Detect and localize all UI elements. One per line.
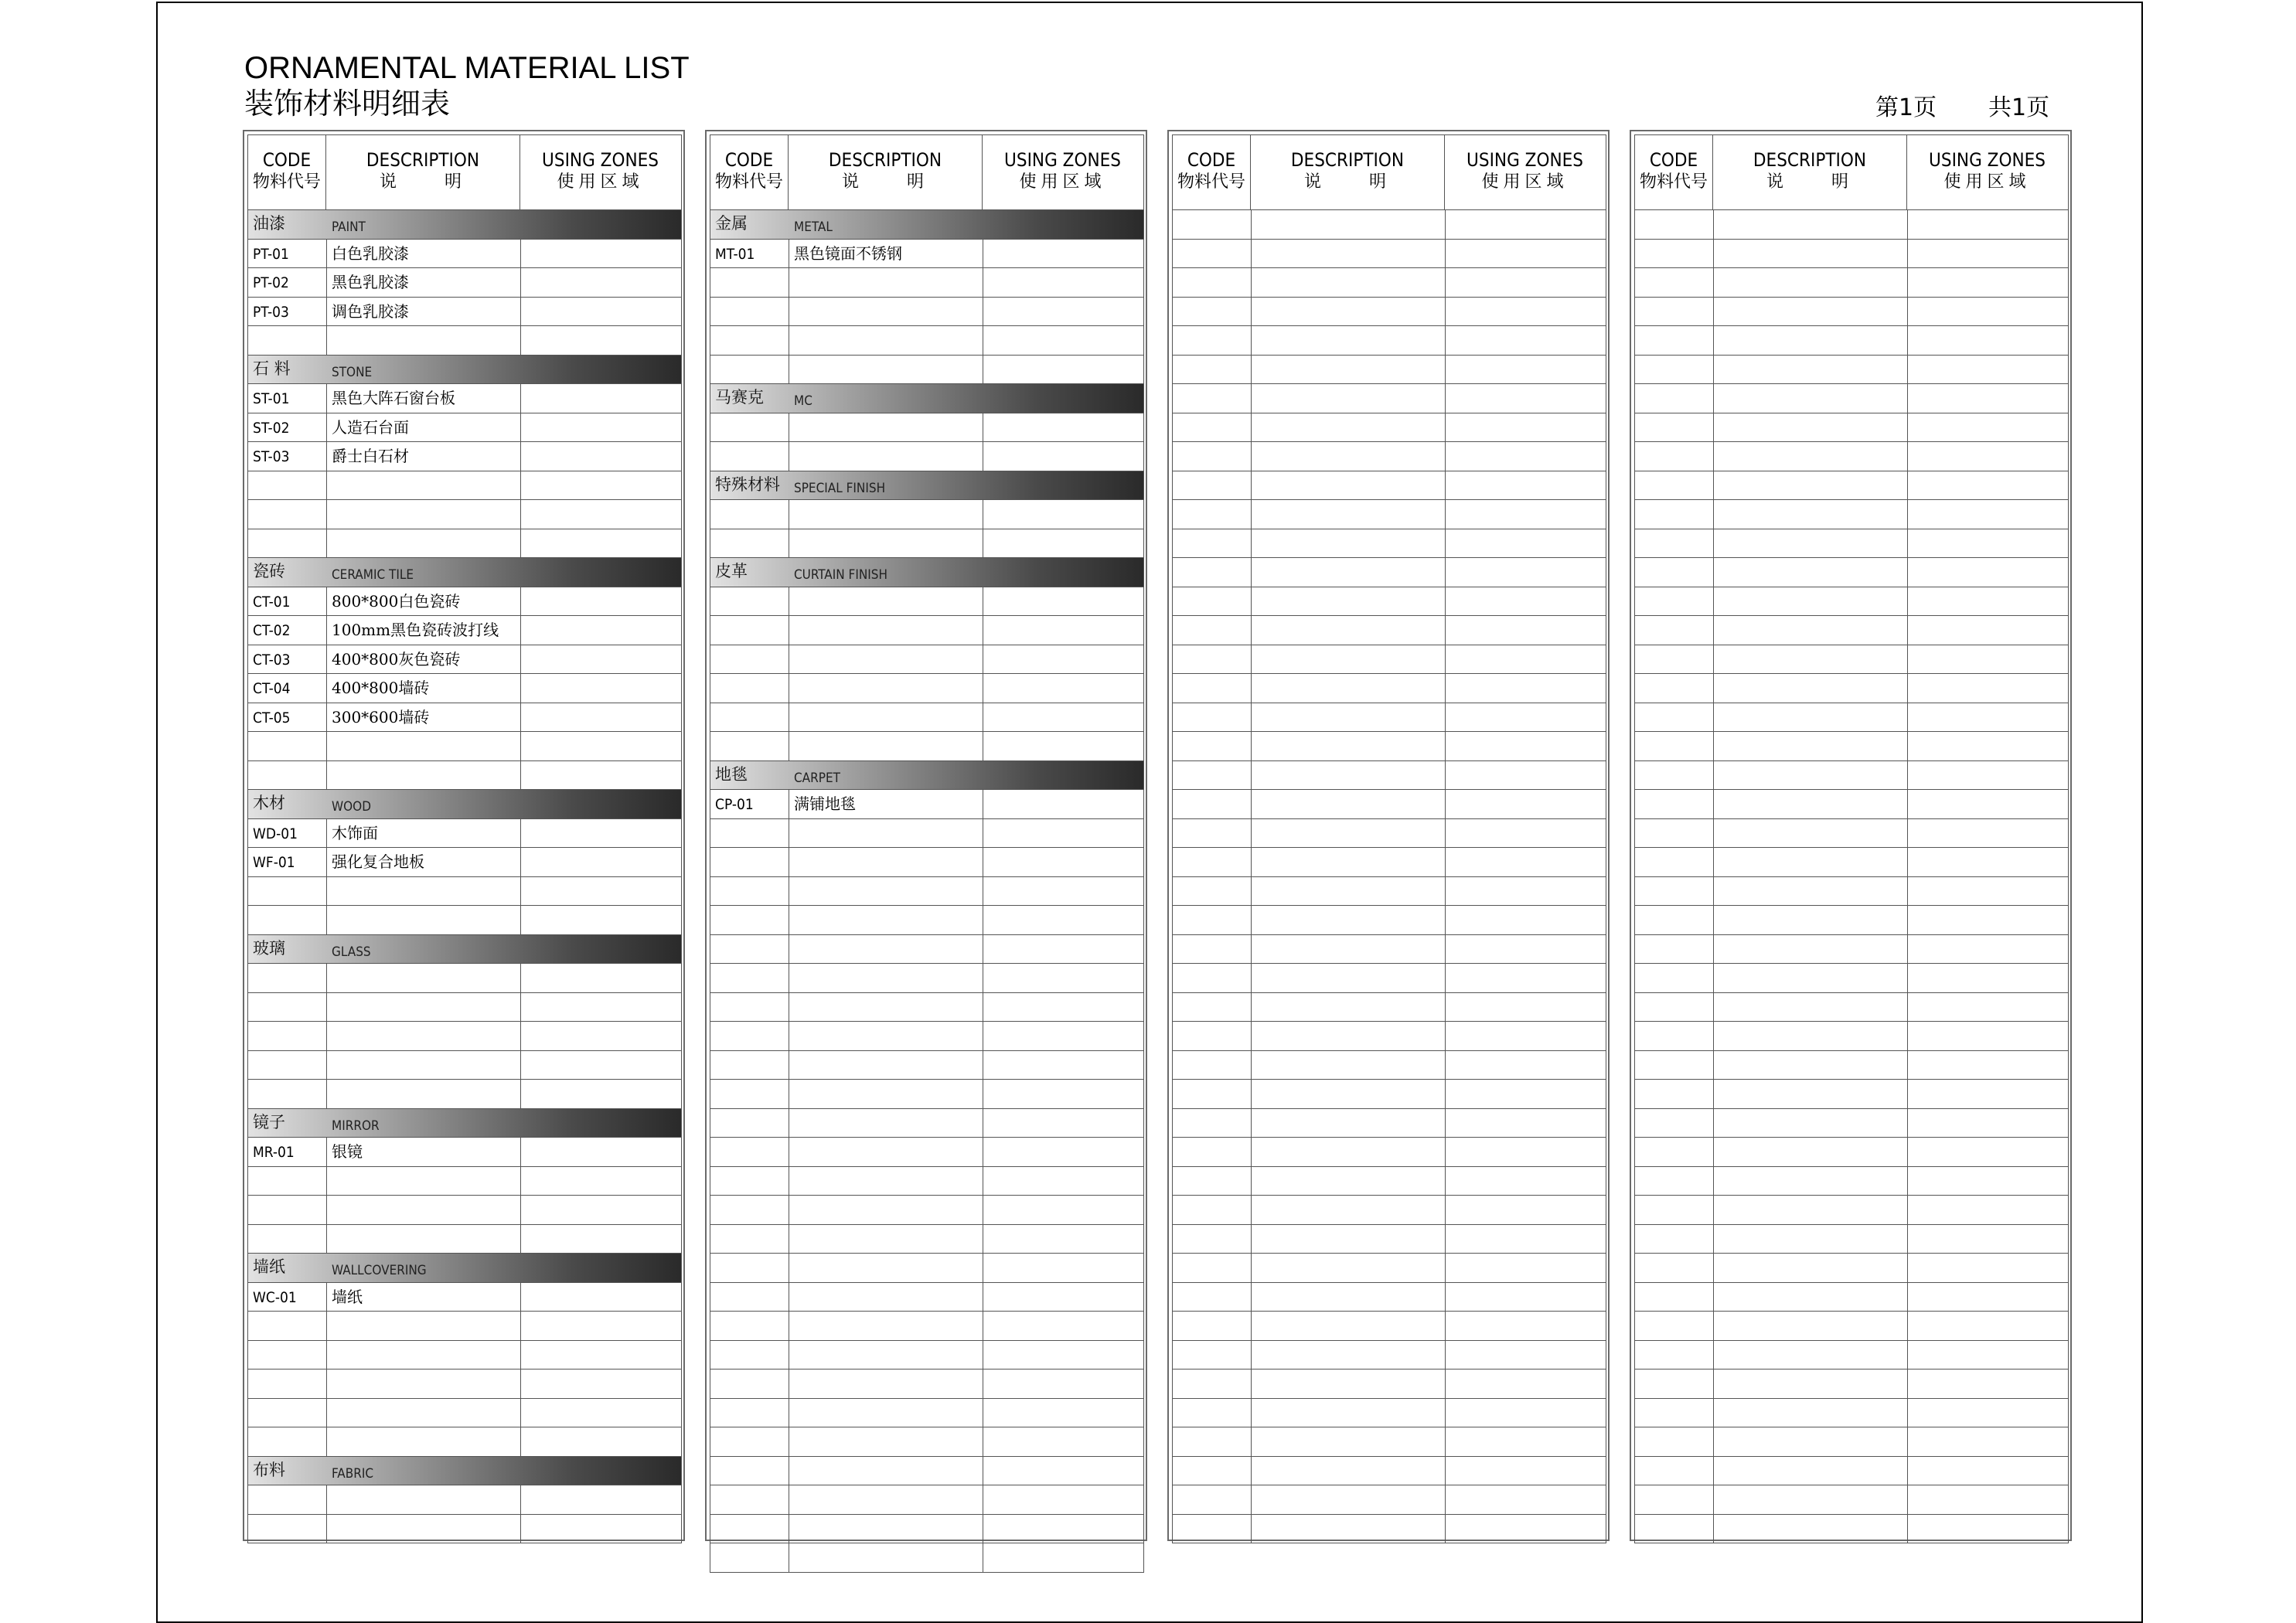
table-row <box>710 1196 1143 1225</box>
table-row <box>248 1427 681 1457</box>
table-row <box>1635 906 2068 935</box>
table-row <box>1173 1022 1606 1051</box>
table-row <box>1635 1341 2068 1370</box>
table-row <box>1173 1341 1606 1370</box>
table-row <box>710 1167 1143 1196</box>
material-table <box>1172 134 1606 1543</box>
page-number: 第1页 <box>1875 94 1937 121</box>
material-code: WD-01 <box>253 825 298 842</box>
table-row <box>1635 1138 2068 1167</box>
category-english-name: FABRIC <box>332 1465 374 1482</box>
category-english-name: WALLCOVERING <box>332 1263 427 1278</box>
table-row <box>1635 442 2068 471</box>
header-using-zones <box>520 135 680 209</box>
material-code: ST-03 <box>253 448 290 465</box>
material-code: PT-03 <box>253 303 289 321</box>
material-code: MR-01 <box>253 1144 295 1161</box>
category-row <box>710 761 1143 791</box>
table-row <box>1173 1427 1606 1457</box>
table-row <box>710 1399 1143 1428</box>
table-row <box>710 964 1143 993</box>
table-row <box>710 1485 1143 1515</box>
table-row <box>1635 558 2068 587</box>
material-description: 800*800白色瓷砖 <box>332 591 461 611</box>
table-row <box>1635 1196 2068 1225</box>
table-row <box>710 877 1143 907</box>
table-row <box>710 356 1143 385</box>
table-row <box>248 1022 681 1051</box>
table-row <box>1635 210 2068 240</box>
table-row <box>248 1138 681 1167</box>
table-row <box>1173 587 1606 617</box>
table-row <box>710 1109 1143 1138</box>
table-row <box>710 1370 1143 1399</box>
table-row <box>248 1080 681 1109</box>
table-row <box>1173 413 1606 443</box>
table-row <box>710 1543 1143 1573</box>
category-name: 瓷砖 <box>253 562 285 580</box>
table-row <box>248 1399 681 1428</box>
header-using-zones-cn: 使用区域 <box>1019 172 1106 192</box>
table-row <box>710 1225 1143 1254</box>
header-description-en: DESCRIPTION <box>1290 149 1405 171</box>
table-row <box>1173 1225 1606 1254</box>
table-row <box>710 732 1143 761</box>
table-row <box>1173 471 1606 501</box>
table-row <box>248 500 681 529</box>
table-row <box>1173 674 1606 703</box>
material-table <box>1634 134 2069 1543</box>
category-english-name: WOOD <box>332 799 371 815</box>
table-row <box>710 1457 1143 1486</box>
table-row <box>710 935 1143 965</box>
table-row <box>1173 964 1606 993</box>
table-row <box>1173 1254 1606 1283</box>
table-row <box>248 471 681 501</box>
table-row <box>710 1515 1143 1544</box>
material-code: CT-02 <box>253 622 291 639</box>
material-code: CT-04 <box>253 680 291 697</box>
table-row <box>1635 1457 2068 1486</box>
table-row <box>1635 1254 2068 1283</box>
table-row <box>1635 645 2068 675</box>
table-row <box>1635 1399 2068 1428</box>
header-code <box>248 135 326 209</box>
category-row <box>248 356 681 385</box>
table-row <box>1173 1109 1606 1138</box>
table-row <box>248 674 681 703</box>
table-row <box>248 384 681 413</box>
material-code: CT-03 <box>253 651 291 669</box>
table-row <box>1635 877 2068 907</box>
page-total: 共1页 <box>1988 94 2050 121</box>
table-row <box>248 645 681 675</box>
table-row <box>1635 356 2068 385</box>
table-row <box>1635 703 2068 733</box>
category-row <box>248 1457 681 1486</box>
table-row <box>710 529 1143 559</box>
material-description: 400*800墙砖 <box>332 679 430 697</box>
table-row <box>710 1341 1143 1370</box>
category-name: 镜子 <box>253 1112 285 1131</box>
header-using-zones-en: USING ZONES <box>542 149 659 171</box>
header-description-en: DESCRIPTION <box>828 149 942 171</box>
material-table <box>247 134 682 1543</box>
material-code: CP-01 <box>715 796 754 813</box>
category-row <box>710 471 1143 501</box>
material-description: 银镜 <box>332 1142 363 1161</box>
table-row <box>1173 1167 1606 1196</box>
table-row <box>1173 935 1606 965</box>
table-row <box>248 616 681 645</box>
table-row <box>710 1022 1143 1051</box>
header-code <box>1635 135 1713 209</box>
table-row <box>1173 616 1606 645</box>
header-code-cn: 物料代号 <box>714 172 783 192</box>
category-english-name: SPECIAL FINISH <box>794 480 886 496</box>
header-code-en: CODE <box>1649 149 1698 171</box>
category-row <box>248 935 681 965</box>
table-row <box>1173 703 1606 733</box>
material-code: ST-02 <box>253 419 290 437</box>
header-code-en: CODE <box>262 149 312 171</box>
table-row <box>248 848 681 877</box>
table-row <box>1173 384 1606 413</box>
table-row <box>710 268 1143 298</box>
table-row <box>1635 298 2068 327</box>
header-code-cn: 物料代号 <box>1639 172 1708 192</box>
table-row <box>710 616 1143 645</box>
table-row <box>1173 1485 1606 1515</box>
category-row <box>248 790 681 819</box>
table-row <box>248 326 681 356</box>
table-row <box>1173 558 1606 587</box>
table-row <box>710 298 1143 327</box>
header-code <box>710 135 789 209</box>
table-header <box>1635 134 2068 210</box>
table-row <box>1635 587 2068 617</box>
table-row <box>1173 1399 1606 1428</box>
material-description: 满铺地毯 <box>794 794 856 813</box>
table-row <box>248 761 681 791</box>
table-row <box>1635 935 2068 965</box>
table-row <box>1635 674 2068 703</box>
material-description: 调色乳胶漆 <box>332 301 409 321</box>
material-description: 人造石台面 <box>332 417 409 437</box>
table-row <box>1635 1370 2068 1399</box>
header-code-cn: 物料代号 <box>252 172 321 192</box>
header-description-cn: 说 明 <box>379 172 466 192</box>
table-row <box>248 703 681 733</box>
table-row <box>1173 819 1606 849</box>
table-row <box>710 413 1143 443</box>
table-row <box>1635 1022 2068 1051</box>
table-row <box>248 877 681 907</box>
table-row <box>1173 1283 1606 1312</box>
table-row <box>248 587 681 617</box>
header-using-zones-cn: 使用区域 <box>557 172 644 192</box>
header-using-zones-cn: 使用区域 <box>1481 172 1569 192</box>
category-name: 油漆 <box>253 214 285 233</box>
table-row <box>248 964 681 993</box>
table-header <box>710 134 1143 210</box>
table-row <box>248 1225 681 1254</box>
header-using-zones-en: USING ZONES <box>1467 149 1583 171</box>
table-row <box>1635 1080 2068 1109</box>
category-name: 皮革 <box>715 562 748 580</box>
table-row <box>1635 1051 2068 1080</box>
material-description: 黑色乳胶漆 <box>332 273 409 291</box>
table-row <box>1635 1225 2068 1254</box>
table-row <box>248 529 681 559</box>
table-row <box>1173 1312 1606 1341</box>
table-row <box>248 1051 681 1080</box>
table-row <box>710 1254 1143 1283</box>
category-english-name: GLASS <box>332 944 371 960</box>
table-row <box>248 819 681 849</box>
header-using-zones-en: USING ZONES <box>1929 149 2046 171</box>
table-row <box>1635 790 2068 819</box>
table-row <box>1635 993 2068 1022</box>
table-row <box>248 1167 681 1196</box>
table-row <box>1635 848 2068 877</box>
table-row <box>1635 761 2068 791</box>
table-row <box>1173 1051 1606 1080</box>
table-row <box>710 1080 1143 1109</box>
table-row <box>710 1138 1143 1167</box>
table-row <box>1635 1427 2068 1457</box>
material-description: 300*600墙砖 <box>332 707 430 726</box>
material-panel-4 <box>1630 130 2072 1541</box>
table-row <box>1173 442 1606 471</box>
material-description: 木饰面 <box>332 823 378 842</box>
header-description-cn: 说 明 <box>841 172 928 192</box>
category-english-name: MC <box>794 393 812 409</box>
material-code: WF-01 <box>253 854 295 871</box>
title-chinese: 装饰材料明细表 <box>244 87 451 121</box>
category-english-name: MIRROR <box>332 1118 380 1134</box>
table-row <box>1173 877 1606 907</box>
table-row <box>1173 210 1606 240</box>
table-row <box>248 1485 681 1515</box>
table-row <box>248 1312 681 1341</box>
category-english-name: STONE <box>332 364 373 380</box>
table-header <box>248 134 681 210</box>
header-description-cn: 说 明 <box>1766 172 1853 192</box>
material-description: 墙纸 <box>332 1287 363 1306</box>
table-row <box>1635 732 2068 761</box>
material-description: 爵士白石材 <box>332 447 409 465</box>
header-description <box>326 135 520 209</box>
table-row <box>1635 964 2068 993</box>
table-row <box>1635 529 2068 559</box>
material-description: 白色乳胶漆 <box>332 243 409 263</box>
table-row <box>710 703 1143 733</box>
table-row <box>1635 1283 2068 1312</box>
material-table <box>710 134 1144 1573</box>
category-name: 地毯 <box>715 764 748 784</box>
category-name: 金属 <box>715 214 748 233</box>
table-header <box>1173 134 1606 210</box>
table-row <box>710 674 1143 703</box>
material-description: 强化复合地板 <box>332 852 424 871</box>
category-english-name: CERAMIC TILE <box>332 567 414 583</box>
category-english-name: CURTAIN FINISH <box>794 567 888 583</box>
table-row <box>1635 240 2068 269</box>
table-row <box>710 442 1143 471</box>
table-row <box>710 1427 1143 1457</box>
category-row <box>248 558 681 587</box>
table-row <box>248 413 681 443</box>
table-row <box>248 240 681 269</box>
table-row <box>1635 1167 2068 1196</box>
category-row <box>710 384 1143 413</box>
table-row <box>710 1283 1143 1312</box>
table-row <box>1173 790 1606 819</box>
table-row <box>1173 906 1606 935</box>
table-row <box>1173 298 1606 327</box>
category-english-name: CARPET <box>794 770 840 786</box>
category-row <box>248 210 681 240</box>
table-row <box>710 645 1143 675</box>
table-row <box>710 500 1143 529</box>
table-row <box>1635 326 2068 356</box>
table-row <box>710 1051 1143 1080</box>
table-row <box>1635 268 2068 298</box>
category-name: 马赛克 <box>715 388 764 407</box>
header-code-en: CODE <box>1187 149 1236 171</box>
table-row <box>1173 1457 1606 1486</box>
header-description <box>1251 135 1445 209</box>
table-row <box>248 442 681 471</box>
header-description <box>789 135 983 209</box>
header-code-en: CODE <box>724 149 774 171</box>
category-name: 布料 <box>253 1460 285 1479</box>
header-using-zones <box>1445 135 1605 209</box>
table-row <box>1173 268 1606 298</box>
category-name: 玻璃 <box>253 938 285 958</box>
material-code: MT-01 <box>715 245 755 263</box>
material-panel-1 <box>243 130 685 1541</box>
table-row <box>1173 326 1606 356</box>
header-using-zones <box>983 135 1143 209</box>
material-description: 黑色大阵石窗台板 <box>332 389 455 407</box>
table-row <box>1635 500 2068 529</box>
table-row <box>1173 1370 1606 1399</box>
category-english-name: METAL <box>794 219 833 235</box>
table-row <box>1173 993 1606 1022</box>
table-row <box>248 268 681 298</box>
table-row <box>248 1370 681 1399</box>
table-row <box>1173 356 1606 385</box>
table-row <box>1635 1485 2068 1515</box>
header-description-cn: 说 明 <box>1303 172 1391 192</box>
material-description: 100mm黑色瓷砖波打线 <box>332 621 499 639</box>
header-code <box>1173 135 1251 209</box>
material-description: 400*800灰色瓷砖 <box>332 649 461 669</box>
table-row <box>248 298 681 327</box>
table-row <box>1173 240 1606 269</box>
table-row <box>1635 471 2068 501</box>
category-english-name: PAINT <box>332 219 366 235</box>
table-row <box>248 993 681 1022</box>
category-name: 木材 <box>253 794 285 812</box>
header-description <box>1713 135 1907 209</box>
table-row <box>1173 500 1606 529</box>
table-row <box>1635 1109 2068 1138</box>
table-row <box>1635 819 2068 849</box>
table-row <box>710 819 1143 849</box>
table-row <box>710 240 1143 269</box>
category-row <box>710 210 1143 240</box>
table-row <box>1173 529 1606 559</box>
category-name: 特殊材料 <box>715 475 780 494</box>
material-code: ST-01 <box>253 390 290 407</box>
material-code: WC-01 <box>253 1288 297 1306</box>
category-row <box>248 1254 681 1283</box>
header-using-zones-en: USING ZONES <box>1004 149 1121 171</box>
table-row <box>248 1515 681 1544</box>
category-name: 墙纸 <box>253 1257 285 1276</box>
category-name: 石 料 <box>253 359 291 378</box>
table-row <box>1635 1312 2068 1341</box>
table-row <box>1173 1080 1606 1109</box>
material-panel-2 <box>705 130 1147 1541</box>
table-row <box>710 790 1143 819</box>
table-row <box>710 906 1143 935</box>
table-row <box>248 732 681 761</box>
category-row <box>710 558 1143 587</box>
material-code: CT-01 <box>253 593 291 611</box>
table-row <box>1173 645 1606 675</box>
table-row <box>710 1312 1143 1341</box>
table-row <box>248 1283 681 1312</box>
table-row <box>248 906 681 935</box>
table-row <box>710 848 1143 877</box>
header-using-zones-cn: 使用区域 <box>1943 172 2031 192</box>
material-code: PT-01 <box>253 245 289 263</box>
table-row <box>1635 384 2068 413</box>
table-row <box>248 1196 681 1225</box>
table-row <box>1173 761 1606 791</box>
category-row <box>248 1109 681 1138</box>
table-row <box>248 1341 681 1370</box>
table-row <box>1173 1138 1606 1167</box>
material-panel-3 <box>1167 130 1610 1541</box>
table-row <box>1635 616 2068 645</box>
table-row <box>710 326 1143 356</box>
table-row <box>1173 1515 1606 1544</box>
header-code-cn: 物料代号 <box>1177 172 1245 192</box>
header-using-zones <box>1907 135 2067 209</box>
table-row <box>710 993 1143 1022</box>
header-description-en: DESCRIPTION <box>366 149 480 171</box>
table-row <box>710 587 1143 617</box>
table-row <box>1635 1515 2068 1544</box>
table-row <box>1173 732 1606 761</box>
material-description: 黑色镜面不锈钢 <box>794 243 902 263</box>
table-row <box>1173 848 1606 877</box>
title-english: ORNAMENTAL MATERIAL LIST <box>244 51 690 85</box>
table-row <box>1173 1196 1606 1225</box>
header-description-en: DESCRIPTION <box>1753 149 1867 171</box>
material-code: CT-05 <box>253 709 291 726</box>
material-code: PT-02 <box>253 274 289 291</box>
table-row <box>1635 413 2068 443</box>
